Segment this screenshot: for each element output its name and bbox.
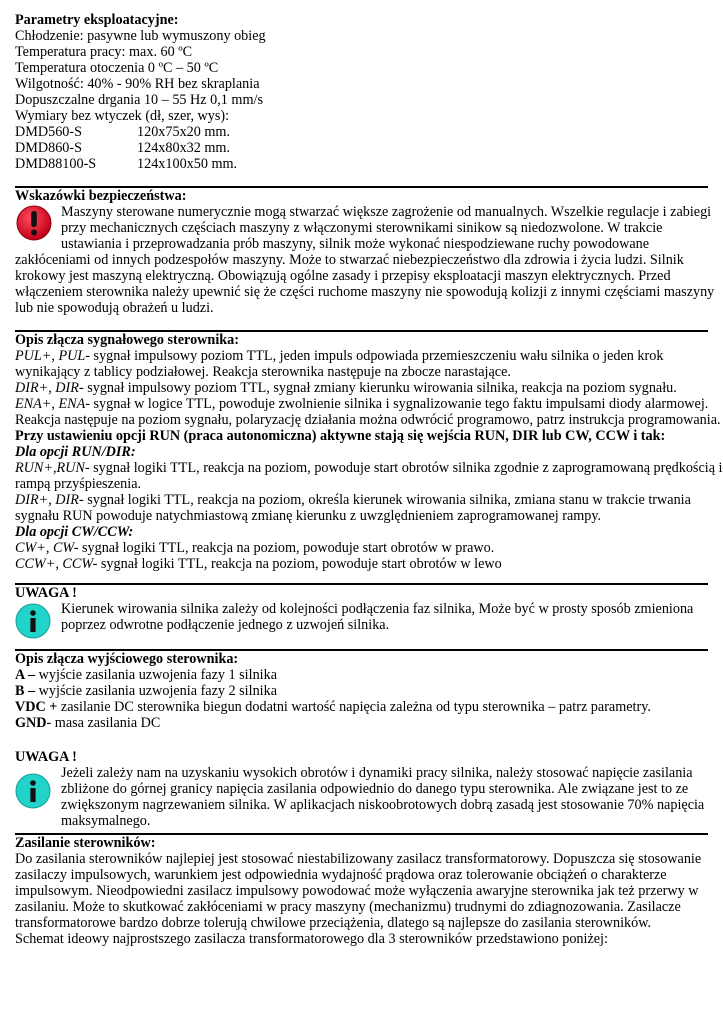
parameter-line: Dopuszczalne drgania 10 – 55 Hz 0,1 mm/s — [15, 92, 263, 108]
signal-term: RUN+,RUN- — [15, 460, 90, 476]
output-desc: wyjście zasilania uzwojenia fazy 1 silnika — [35, 667, 277, 683]
output-item — [15, 715, 708, 731]
signal-desc: sygnał impulsowy poziom TTL, sygnał zmiany kierunku wirowania silnika, reakcja na poziom sygnału. — [83, 380, 677, 396]
model-row — [15, 140, 708, 156]
output-term: GND — [15, 715, 47, 731]
signal-desc: sygnał logiki TTL, reakcja na poziom, powoduje start obrotów silnika zgodnie z zaprogramowaną prędkością i — [89, 460, 723, 476]
parameter-line: Temperatura pracy: max. 60 ºC — [15, 44, 193, 60]
safety-text-line: lub nie spowodują obrażeń u ludzi. — [15, 300, 214, 316]
parameter-line: Wilgotność: 40% - 90% RH bez skraplania — [15, 76, 260, 92]
power-text-line: impulsowym. Nieodpowiedni zasilacz impulsowy powodować może wyłączenia awaryjne sterownika jak też przerwy w — [15, 883, 699, 899]
output-item — [15, 699, 708, 715]
power-text-line: transformatorowe bardzo dobrze tolerują chwilowe przeciążenia, dlatego są najlepsze do zasilania sterowników. — [15, 915, 652, 931]
signal-term: ENA+, ENA- — [15, 396, 90, 412]
parameters-heading: Parametry eksploatacyjne: — [15, 12, 179, 28]
signal-desc: sygnał logiki TTL, reakcja na poziom, powoduje start obrotów w lewo — [97, 556, 502, 572]
signal-pul-line — [15, 348, 708, 364]
output-desc: zasilanie DC sterownika biegun dodatni wartość napięcia zależna od typu sterownika – patrz parametry. — [57, 699, 651, 715]
signal-term: DIR+, DIR- — [15, 380, 84, 396]
signal-term: PUL+, PUL- — [15, 348, 90, 364]
signal-ena-line — [15, 396, 708, 412]
power-supply-section — [15, 835, 708, 947]
signal-term: DIR+, DIR- — [15, 492, 84, 508]
signal-desc: sygnał impulsowy poziom TTL, jeden impuls odpowiada przemieszczeniu wału silnika o jeden krok — [90, 348, 664, 364]
signal-term: CW+, CW- — [15, 540, 79, 556]
signal-dir-line — [15, 380, 708, 396]
safety-heading: Wskazówki bezpieczeństwa: — [15, 188, 187, 204]
model-row — [15, 156, 708, 172]
parameters-section — [15, 12, 708, 172]
parameter-line: Chłodzenie: pasywne lub wymuszony obieg — [15, 28, 266, 44]
output-item — [15, 667, 708, 683]
signal-cw-line — [15, 540, 708, 556]
warning-section-2 — [15, 749, 708, 829]
warning-section-1 — [15, 585, 708, 633]
warning-text-line: zwiększonym nagrzewaniem silnika. W aplikacjach niskoobrotowych dobrą zasadą jest stosowanie 70% napięcia — [61, 797, 705, 813]
safety-text-line: zakłóceniami od innych podzespołów maszyny. Może to stwarzać niebezpieczeństwo dla zdrowia i życia ludzi. Silnik — [15, 252, 684, 268]
model-name: DMD88100-S — [15, 156, 97, 172]
output-term: B – — [15, 683, 36, 699]
warning-text-line: Kierunek wirowania silnika zależy od kolejności podłączenia faz silnika, Może być w prosty sposób zmieniona — [61, 601, 694, 617]
power-text-line: zasilaniu. Może to skutkować zakłóceniami w pracy maszyny (mechanizmu) trudnymi do zdiagnozowania. Zasilacze — [15, 899, 681, 915]
signal-desc: sygnał logiki TTL, reakcja na poziom, określa kierunek wirowania silnika, zmiana stanu w trakcie trwania — [83, 492, 691, 508]
safety-text-line: włączeniem sterownika należy upewnić się że części ruchome maszyny nie spowodują kolizji z innymi częściami maszyny — [15, 284, 715, 300]
document-page — [15, 12, 723, 947]
cw-ccw-option-label: Dla opcji CW/CCW: — [15, 524, 134, 540]
model-dims: 124x100x50 mm. — [137, 156, 238, 172]
warning-heading: UWAGA ! — [15, 749, 77, 765]
output-term: A – — [15, 667, 36, 683]
signal-term: CCW+, CCW- — [15, 556, 98, 572]
output-heading: Opis złącza wyjściowego sterownika: — [15, 651, 239, 667]
warning-note — [15, 765, 708, 829]
run-option-heading: Przy ustawieniu opcji RUN (praca autonomiczna) aktywne stają się wejścia RUN, DIR lub CW, CCW i tak: — [15, 428, 666, 444]
signal-dir2-line — [15, 492, 708, 508]
safety-text-line: ustawiania i przeprowadzania prób maszyny, silnik może wykonać niespodziewane ruchy powodowane — [61, 236, 650, 252]
model-dims: 124x80x32 mm. — [137, 140, 231, 156]
warning-text-line: Jeżeli zależy nam na uzyskaniu wysokich obrotów i dynamiki pracy silnika, należy stosować napięcie zasilania — [61, 765, 693, 781]
warning-text-line: zbliżone do górnej granicy napięcia zasilania odpowiednio do danego typu sterownika. Ale związane jest to ze — [61, 781, 689, 797]
exclamation-circle-icon — [15, 204, 53, 247]
warning-text-line: poprzez odwrotne podłączenie jednego z uzwojeń silnika. — [61, 617, 390, 633]
warning-text-line: maksymalnego. — [61, 813, 151, 829]
model-dims: 120x75x20 mm. — [137, 124, 231, 140]
model-row — [15, 124, 708, 140]
model-name: DMD860-S — [15, 140, 83, 156]
signal-run-line — [15, 460, 723, 476]
signal-desc: sygnał logiki TTL, reakcja na poziom, powoduje start obrotów w prawo. — [78, 540, 495, 556]
safety-text-line: Maszyny sterowane numerycznie mogą stwarzać większe zagrożenie od manualnych. Wszelkie regulacje i zabiegi — [61, 204, 712, 220]
signal-desc: sygnał w logice TTL, powoduje zwolnienie silnika i sygnalizowanie tego faktu impulsami diody alarmowej. — [89, 396, 709, 412]
warning-heading: UWAGA ! — [15, 585, 77, 601]
warning-note — [15, 601, 708, 633]
signal-desc-line: rampą przyśpieszenia. — [15, 476, 142, 492]
safety-text-line: przy mechanicznych częściach maszyny z włączonymi sterownikami sinikow są niedozwolone. W trakcie — [61, 220, 663, 236]
safety-text-line: krokowy jest maszyną elektryczną. Obowiązują ogólne zasady i przepisy eksploatacji maszyn elektrycznych. Przed — [15, 268, 671, 284]
output-item — [15, 683, 708, 699]
output-term: VDC + — [15, 699, 58, 715]
run-dir-option-label: Dla opcji RUN/DIR: — [15, 444, 136, 460]
power-text-line: zasilaczy impulsowych, warunkiem jest odpowiednia wydajność prądowa oraz tolerowanie obciążeń o charakterze — [15, 867, 667, 883]
signal-ccw-line — [15, 556, 708, 572]
output-desc: - masa zasilania DC — [46, 715, 161, 731]
safety-note — [15, 204, 715, 316]
info-circle-icon — [15, 603, 51, 644]
output-connector-section — [15, 651, 708, 731]
output-desc: wyjście zasilania uzwojenia fazy 2 silnika — [35, 683, 277, 699]
signal-connector-section — [15, 332, 723, 572]
power-text-line: Do zasilania sterowników najlepiej jest stosować niestabilizowany zasilacz transformatorowy. Dopuszcza się stosowanie — [15, 851, 702, 867]
signal-desc-line: wynikający z tablicy podziałowej. Reakcja sterownika następuje na zbocze narastające. — [15, 364, 511, 380]
signal-heading: Opis złącza sygnałowego sterownika: — [15, 332, 239, 348]
info-circle-icon — [15, 773, 51, 814]
parameter-line: Wymiary bez wtyczek (dł, szer, wys): — [15, 108, 230, 124]
model-name: DMD560-S — [15, 124, 83, 140]
signal-desc-line: sygnału RUN powoduje natychmiastową zmianę kierunku z uwzględnieniem zaprogramowanej rampy. — [15, 508, 602, 524]
safety-section — [15, 188, 715, 316]
signal-desc-line: Reakcja następuje na poziom sygnału, polaryzację działania można odwrócić programowo, patrz instrukcja programowania. — [15, 412, 721, 428]
parameter-line: Temperatura otoczenia 0 ºC – 50 ºC — [15, 60, 219, 76]
power-text-line: Schemat ideowy najprostszego zasilacza transformatorowego dla 3 sterowników przedstawiono poniżej: — [15, 931, 608, 947]
power-heading: Zasilanie sterowników: — [15, 835, 156, 851]
